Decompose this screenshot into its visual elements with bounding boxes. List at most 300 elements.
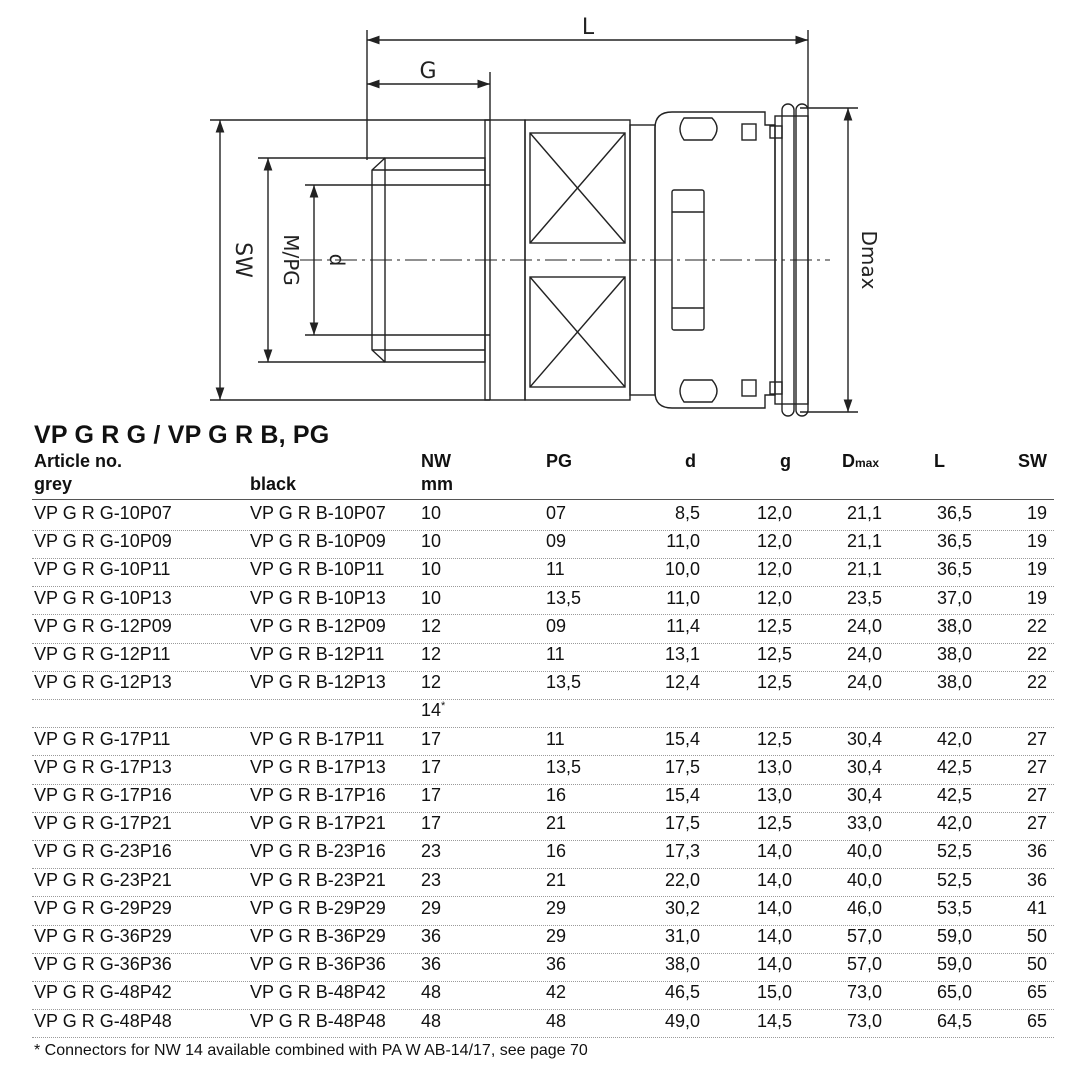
cell-value-d: 46,5 — [664, 982, 700, 1003]
cell-value-pg: 29 — [546, 897, 567, 918]
cell-value-l: 52,5 — [936, 869, 972, 890]
cell-value-nw: 48 — [421, 1010, 442, 1031]
cell-value-l: 53,5 — [936, 897, 972, 918]
header-divider — [32, 499, 1054, 500]
cell-value-l: 59,0 — [936, 954, 972, 975]
cell-value-grey: VP G R G-17P21 — [34, 813, 172, 834]
cell-value-g: 12,5 — [756, 615, 792, 636]
cell-value-dmax: 73,0 — [846, 1010, 882, 1031]
cell-value-grey: VP G R G-12P13 — [34, 672, 172, 693]
cell-l — [892, 559, 972, 580]
cell-sw — [987, 559, 1047, 580]
cell-l — [892, 982, 972, 1003]
cell-value-black: VP G R B-36P36 — [250, 954, 386, 975]
cell-dmax — [802, 531, 882, 552]
cell-value-sw: 19 — [1026, 559, 1047, 580]
cell-black — [250, 588, 420, 609]
cell-value-sw: 19 — [1026, 587, 1047, 608]
cell-dmax — [802, 644, 882, 665]
cell-sw — [987, 898, 1047, 919]
cell-g — [712, 954, 792, 975]
cell-sw — [987, 1011, 1047, 1032]
cell-value-black: VP G R B-10P07 — [250, 503, 386, 523]
row-divider — [32, 1037, 1054, 1038]
cell-nw — [421, 559, 481, 580]
cell-black — [250, 616, 420, 637]
cell-value-g: 14,0 — [756, 841, 792, 862]
cell-nw — [421, 926, 481, 947]
cell-value-grey: VP G R G-48P48 — [34, 1010, 172, 1031]
cell-value-l: 42,5 — [936, 785, 972, 805]
cell-g — [712, 559, 792, 580]
cell-value-g: 14,0 — [756, 897, 792, 918]
cell-sw — [987, 644, 1047, 665]
cell-d — [620, 559, 700, 580]
cell-value-sw: 22 — [1026, 615, 1047, 636]
cell-value-l: 36,5 — [936, 531, 972, 552]
cell-value-g: 12,0 — [756, 587, 792, 608]
cell-value-nw: 10 — [421, 503, 442, 523]
cell-value-d: 11,0 — [666, 531, 700, 552]
cell-black — [250, 559, 420, 580]
cell-value-dmax: 40,0 — [846, 841, 882, 862]
cell-nw — [421, 785, 481, 806]
cell-value-l: 38,0 — [936, 644, 972, 664]
cell-grey — [34, 531, 234, 552]
cell-value-pg: 11 — [546, 559, 565, 580]
cell-sw — [987, 503, 1047, 524]
cell-d — [620, 954, 700, 975]
cell-value-black: VP G R B-29P29 — [250, 897, 386, 918]
cell-pg — [546, 982, 606, 1003]
cell-nw — [421, 757, 481, 778]
cell-value-sw: 22 — [1026, 644, 1047, 664]
cell-black — [250, 870, 420, 891]
cell-value-d: 12,4 — [664, 672, 700, 693]
cell-value-black: VP G R B-17P16 — [250, 785, 386, 805]
cell-value-sw: 27 — [1026, 728, 1047, 749]
cell-g — [712, 588, 792, 609]
cell-dmax — [802, 559, 882, 580]
cell-value-nw: 14 — [421, 700, 442, 721]
cell-value-black: VP G R B-17P13 — [250, 756, 386, 777]
cell-value-nw: 17 — [421, 813, 442, 834]
cell-g — [712, 898, 792, 919]
cell-value-dmax: 57,0 — [846, 954, 882, 975]
cell-g — [712, 841, 792, 862]
cell-grey — [34, 729, 234, 750]
cell-grey — [34, 954, 234, 975]
cell-value-g: 13,0 — [756, 785, 792, 805]
header-d: d — [685, 451, 696, 471]
cell-grey — [34, 926, 234, 947]
cell-value-l: 64,5 — [936, 1010, 972, 1031]
cell-value-black: VP G R B-48P42 — [250, 982, 386, 1003]
cell-value-l: 42,0 — [936, 728, 972, 749]
cell-value-black: VP G R B-23P16 — [250, 841, 386, 862]
cell-g — [712, 672, 792, 693]
cell-value-grey: VP G R G-23P16 — [34, 841, 172, 862]
cell-value-dmax: 40,0 — [846, 869, 882, 890]
footnote-marker: * — [441, 700, 446, 713]
cell-value-pg: 13,5 — [546, 587, 582, 608]
cell-value-pg: 13,5 — [546, 672, 582, 693]
cell-value-nw: 36 — [421, 926, 442, 946]
cell-value-g: 12,0 — [756, 503, 792, 523]
cell-black — [250, 729, 420, 750]
header-dmax — [842, 451, 879, 472]
cell-pg — [546, 870, 606, 891]
cell-dmax — [802, 616, 882, 637]
cell-value-l: 38,0 — [936, 672, 972, 693]
cell-g — [712, 926, 792, 947]
cell-value-l: 65,0 — [936, 982, 972, 1003]
connector-technical-drawing — [0, 0, 1080, 420]
cell-d — [620, 785, 700, 806]
cell-g — [712, 1011, 792, 1032]
cell-pg — [546, 841, 606, 862]
label-MPG: M/PG — [279, 234, 303, 286]
cell-dmax — [802, 757, 882, 778]
cell-pg — [546, 729, 606, 750]
cell-g — [712, 785, 792, 806]
cell-sw — [987, 616, 1047, 637]
cell-value-nw: 23 — [421, 841, 442, 862]
cell-value-g: 12,0 — [756, 531, 792, 552]
cell-nw — [421, 588, 481, 609]
label-SW: SW — [230, 242, 255, 278]
cell-pg — [546, 954, 606, 975]
label-G: G — [419, 59, 437, 84]
cell-value-grey: VP G R G-10P11 — [34, 559, 171, 580]
cell-pg — [546, 813, 606, 834]
cell-g — [712, 757, 792, 778]
cell-value-d: 11,0 — [666, 587, 700, 608]
cell-dmax — [802, 1011, 882, 1032]
cell-grey — [34, 644, 234, 665]
cell-value-pg: 11 — [546, 644, 565, 664]
header-dmax-main: D — [842, 451, 855, 471]
cell-black — [250, 672, 420, 693]
cell-dmax — [802, 813, 882, 834]
cell-value-d: 49,0 — [664, 1010, 700, 1031]
cell-sw — [987, 729, 1047, 750]
cell-value-d: 31,0 — [664, 926, 700, 946]
cell-value-pg: 42 — [546, 982, 567, 1003]
cell-grey — [34, 588, 234, 609]
cell-sw — [987, 841, 1047, 862]
cell-value-black: VP G R B-23P21 — [250, 869, 386, 890]
cell-value-l: 42,5 — [936, 756, 972, 777]
cell-d — [620, 588, 700, 609]
cell-g — [712, 729, 792, 750]
cell-value-pg: 16 — [546, 785, 567, 805]
cell-value-nw: 12 — [421, 644, 442, 664]
cell-value-black: VP G R B-10P09 — [250, 531, 386, 552]
cell-d — [620, 982, 700, 1003]
cell-l — [892, 503, 972, 524]
header-sw: SW — [1018, 451, 1047, 471]
cell-l — [892, 588, 972, 609]
cell-value-l: 38,0 — [936, 615, 972, 636]
cell-pg — [546, 672, 606, 693]
cell-value-l: 36,5 — [936, 503, 972, 523]
cell-value-g: 14,0 — [756, 926, 792, 946]
cell-value-black: VP G R B-17P21 — [250, 813, 386, 834]
cell-pg — [546, 926, 606, 947]
cell-value-d: 8,5 — [674, 503, 700, 523]
cell-value-dmax: 24,0 — [846, 672, 882, 693]
cell-value-pg: 09 — [546, 615, 567, 636]
header-g: g — [780, 451, 791, 471]
cell-sw — [987, 757, 1047, 778]
cell-value-nw: 12 — [421, 615, 442, 636]
cell-l — [892, 841, 972, 862]
cell-sw — [987, 982, 1047, 1003]
cell-value-dmax: 46,0 — [846, 897, 882, 918]
cell-value-grey: VP G R G-36P29 — [34, 926, 172, 946]
cell-value-g: 14,0 — [756, 954, 792, 975]
cell-value-d: 15,4 — [664, 728, 700, 749]
cell-pg — [546, 757, 606, 778]
cell-value-grey: VP G R G-10P09 — [34, 531, 172, 552]
cell-d — [620, 841, 700, 862]
cell-black — [250, 644, 420, 665]
cell-d — [620, 813, 700, 834]
cell-g — [712, 982, 792, 1003]
cell-value-d: 30,2 — [664, 897, 700, 918]
label-d: d — [325, 253, 349, 267]
cell-dmax — [802, 785, 882, 806]
cell-value-sw: 19 — [1026, 503, 1047, 523]
cell-value-dmax: 33,0 — [846, 813, 882, 834]
cell-dmax — [802, 898, 882, 919]
cell-sw — [987, 672, 1047, 693]
cell-value-sw: 27 — [1026, 785, 1047, 805]
label-L: L — [581, 15, 595, 40]
cell-value-sw: 19 — [1026, 531, 1047, 552]
cell-grey — [34, 841, 234, 862]
cell-value-nw: 10 — [421, 531, 442, 552]
cell-dmax — [802, 672, 882, 693]
cell-value-dmax: 30,4 — [846, 756, 882, 777]
cell-l — [892, 785, 972, 806]
cell-grey — [34, 870, 234, 891]
cell-sw — [987, 531, 1047, 552]
cell-value-sw: 22 — [1026, 672, 1047, 693]
cell-grey — [34, 559, 234, 580]
cell-value-black: VP G R B-10P13 — [250, 587, 386, 608]
cell-black — [250, 531, 420, 552]
cell-value-grey: VP G R G-17P11 — [34, 728, 171, 749]
cell-value-g: 15,0 — [756, 982, 792, 1003]
cell-g — [712, 870, 792, 891]
cell-l — [892, 531, 972, 552]
cell-pg — [546, 588, 606, 609]
cell-grey — [34, 757, 234, 778]
cell-value-g: 12,5 — [756, 813, 792, 834]
header-black: black — [250, 474, 297, 494]
cell-dmax — [802, 926, 882, 947]
cell-g — [712, 644, 792, 665]
cell-value-d: 11,4 — [666, 615, 700, 636]
cell-value-grey: VP G R G-12P09 — [34, 615, 172, 636]
cell-sw — [987, 954, 1047, 975]
cell-d — [620, 616, 700, 637]
cell-value-g: 14,0 — [756, 869, 792, 890]
cell-nw — [421, 616, 481, 637]
header-article-no: Article no. — [34, 451, 123, 471]
cell-value-d: 38,0 — [664, 954, 700, 975]
cell-l — [892, 644, 972, 665]
cell-value-d: 17,5 — [664, 813, 700, 834]
cell-pg — [546, 559, 606, 580]
cell-value-g: 13,0 — [756, 756, 792, 777]
header-dmax-sub: max — [855, 456, 880, 470]
cell-sw — [987, 926, 1047, 947]
cell-l — [892, 616, 972, 637]
cell-g — [712, 531, 792, 552]
cell-l — [892, 926, 972, 947]
cell-d — [620, 757, 700, 778]
footnote: * Connectors for NW 14 available combined with PA W AB-14/17, see page 70 — [34, 1042, 588, 1059]
cell-grey — [34, 1011, 234, 1032]
cell-dmax — [802, 954, 882, 975]
cell-value-d: 22,0 — [664, 869, 700, 890]
cell-nw — [421, 813, 481, 834]
cell-d — [620, 644, 700, 665]
cell-value-grey: VP G R G-12P11 — [34, 644, 171, 664]
cell-black — [250, 841, 420, 862]
cell-nw — [421, 898, 481, 919]
cell-value-nw: 23 — [421, 869, 442, 890]
cell-value-g: 12,5 — [756, 728, 792, 749]
cell-l — [892, 813, 972, 834]
cell-l — [892, 729, 972, 750]
cell-value-g: 14,5 — [756, 1010, 792, 1031]
cell-value-sw: 65 — [1026, 1010, 1047, 1031]
cell-grey — [34, 898, 234, 919]
cell-d — [620, 531, 700, 552]
cell-nw — [421, 982, 481, 1003]
cell-l — [892, 757, 972, 778]
cell-value-pg: 09 — [546, 531, 567, 552]
cell-sw — [987, 870, 1047, 891]
header-nw: NW — [421, 451, 451, 471]
cell-value-grey: VP G R G-17P16 — [34, 785, 172, 805]
cell-grey — [34, 813, 234, 834]
cell-value-nw: 17 — [421, 785, 442, 805]
cell-d — [620, 672, 700, 693]
cell-value-nw: 10 — [421, 559, 442, 580]
cell-nw — [421, 841, 481, 862]
cell-value-grey: VP G R G-36P36 — [34, 954, 172, 975]
cell-value-pg: 07 — [546, 503, 567, 523]
cell-grey — [34, 503, 234, 524]
cell-nw — [421, 1011, 481, 1032]
cell-nw — [421, 700, 481, 721]
cell-value-black: VP G R B-17P11 — [250, 728, 385, 749]
cell-black — [250, 757, 420, 778]
cell-d — [620, 1011, 700, 1032]
cell-pg — [546, 785, 606, 806]
cell-value-dmax: 30,4 — [846, 728, 882, 749]
header-pg: PG — [546, 451, 573, 471]
cell-value-sw: 27 — [1026, 813, 1047, 834]
cell-value-nw: 12 — [421, 672, 442, 693]
cell-value-nw: 36 — [421, 954, 442, 975]
cell-black — [250, 1011, 420, 1032]
cell-value-black: VP G R B-12P09 — [250, 615, 386, 636]
cell-value-sw: 36 — [1026, 841, 1047, 862]
cell-value-grey: VP G R G-17P13 — [34, 756, 172, 777]
cell-pg — [546, 644, 606, 665]
cell-value-dmax: 24,0 — [846, 644, 882, 664]
cell-value-sw: 65 — [1026, 982, 1047, 1003]
cell-value-sw: 27 — [1026, 756, 1047, 777]
cell-black — [250, 813, 420, 834]
cell-value-nw: 48 — [421, 982, 442, 1003]
cell-value-l: 37,0 — [936, 587, 972, 608]
cell-d — [620, 503, 700, 524]
cell-nw — [421, 503, 481, 524]
cell-d — [620, 729, 700, 750]
cell-sw — [987, 785, 1047, 806]
cell-value-sw: 36 — [1026, 869, 1047, 890]
cell-black — [250, 954, 420, 975]
cell-value-dmax: 30,4 — [846, 785, 882, 805]
cell-value-pg: 48 — [546, 1010, 567, 1031]
cell-d — [620, 870, 700, 891]
cell-sw — [987, 813, 1047, 834]
cell-value-nw: 10 — [421, 587, 442, 608]
cell-value-l: 42,0 — [936, 813, 972, 834]
cell-value-black: VP G R B-48P48 — [250, 1010, 386, 1031]
cell-black — [250, 503, 420, 524]
cell-value-g: 12,5 — [756, 672, 792, 693]
cell-grey — [34, 616, 234, 637]
cell-pg — [546, 898, 606, 919]
cell-value-pg: 29 — [546, 926, 567, 946]
cell-value-grey: VP G R G-10P07 — [34, 503, 172, 523]
cell-value-black: VP G R B-10P11 — [250, 559, 385, 580]
cell-value-dmax: 73,0 — [846, 982, 882, 1003]
cell-dmax — [802, 729, 882, 750]
cell-value-black: VP G R B-12P13 — [250, 672, 386, 693]
cell-value-pg: 21 — [546, 869, 567, 890]
cell-pg — [546, 503, 606, 524]
cell-value-dmax: 23,5 — [846, 587, 882, 608]
cell-value-d: 15,4 — [664, 785, 700, 805]
cell-value-d: 10,0 — [664, 559, 700, 580]
cell-value-g: 12,0 — [756, 559, 792, 580]
cell-nw — [421, 870, 481, 891]
cell-pg — [546, 616, 606, 637]
cell-value-g: 12,5 — [756, 644, 792, 664]
cell-l — [892, 870, 972, 891]
cell-g — [712, 503, 792, 524]
cell-dmax — [802, 870, 882, 891]
label-Dmax: Dmax — [857, 230, 881, 290]
cell-l — [892, 898, 972, 919]
cell-value-dmax: 21,1 — [846, 559, 882, 580]
cell-value-l: 52,5 — [936, 841, 972, 862]
cell-nw — [421, 672, 481, 693]
cell-g — [712, 813, 792, 834]
cell-value-sw: 50 — [1026, 926, 1047, 946]
cell-l — [892, 672, 972, 693]
cell-value-d: 13,1 — [664, 644, 700, 664]
